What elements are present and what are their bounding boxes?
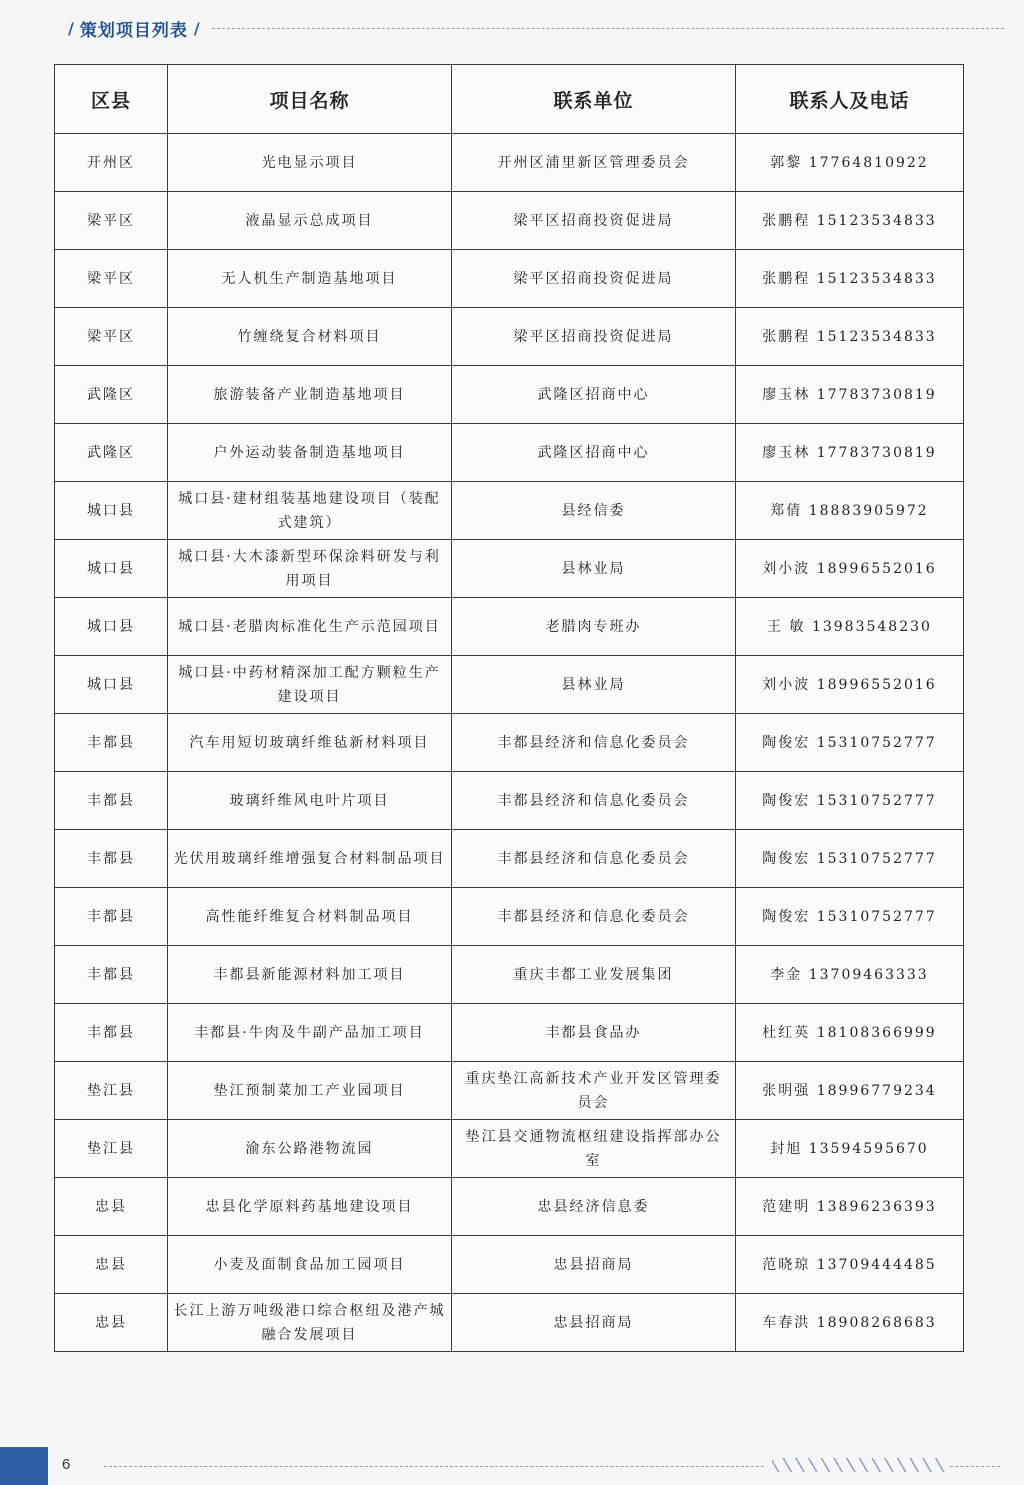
table-row xyxy=(55,1236,964,1294)
page-title: 策划项目列表 xyxy=(79,20,188,41)
cell-unit: 老腊肉专班办 xyxy=(452,598,736,656)
table-row xyxy=(55,1178,964,1236)
cell-district: 开州区 xyxy=(55,134,168,192)
table-row xyxy=(55,714,964,772)
cell-district: 丰都县 xyxy=(55,946,168,1004)
table-row xyxy=(55,1294,964,1352)
table-row xyxy=(55,598,964,656)
table-row xyxy=(55,250,964,308)
cell-district: 城口县 xyxy=(55,656,168,714)
cell-district: 垫江县 xyxy=(55,1062,168,1120)
cell-contact: 王 敏 13983548230 xyxy=(736,598,964,656)
cell-unit: 梁平区招商投资促进局 xyxy=(452,308,736,366)
cell-contact: 范建明 13896236393 xyxy=(736,1178,964,1236)
footer-hatch-pattern xyxy=(772,1458,948,1472)
column-header-district: 区县 xyxy=(55,65,168,134)
cell-project: 户外运动装备制造基地项目 xyxy=(168,424,452,482)
cell-project: 光电显示项目 xyxy=(168,134,452,192)
cell-district: 丰都县 xyxy=(55,830,168,888)
cell-district: 武隆区 xyxy=(55,366,168,424)
cell-unit: 丰都县经济和信息化委员会 xyxy=(452,830,736,888)
cell-district: 丰都县 xyxy=(55,1004,168,1062)
cell-unit: 丰都县经济和信息化委员会 xyxy=(452,888,736,946)
table-row xyxy=(55,366,964,424)
cell-contact: 陶俊宏 15310752777 xyxy=(736,772,964,830)
cell-project: 丰都县新能源材料加工项目 xyxy=(168,946,452,1004)
column-header-unit: 联系单位 xyxy=(452,65,736,134)
table-row xyxy=(55,1062,964,1120)
cell-contact: 张鹏程 15123534833 xyxy=(736,250,964,308)
cell-district: 忠县 xyxy=(55,1236,168,1294)
table-row xyxy=(55,134,964,192)
cell-unit: 县经信委 xyxy=(452,482,736,540)
cell-district: 垫江县 xyxy=(55,1120,168,1178)
cell-contact: 刘小波 18996552016 xyxy=(736,656,964,714)
table-row xyxy=(55,830,964,888)
column-header-project: 项目名称 xyxy=(168,65,452,134)
table-row xyxy=(55,1120,964,1178)
cell-unit: 武隆区招商中心 xyxy=(452,424,736,482)
cell-project: 城口县·大木漆新型环保涂料研发与利用项目 xyxy=(168,540,452,598)
cell-project: 玻璃纤维风电叶片项目 xyxy=(168,772,452,830)
footer-dashed-rule xyxy=(104,1466,764,1467)
cell-contact: 陶俊宏 15310752777 xyxy=(736,888,964,946)
cell-district: 忠县 xyxy=(55,1294,168,1352)
cell-contact: 刘小波 18996552016 xyxy=(736,540,964,598)
cell-district: 城口县 xyxy=(55,482,168,540)
cell-unit: 梁平区招商投资促进局 xyxy=(452,250,736,308)
table-row xyxy=(55,946,964,1004)
cell-project: 渝东公路港物流园 xyxy=(168,1120,452,1178)
table-row xyxy=(55,192,964,250)
cell-contact: 郑倩 18883905972 xyxy=(736,482,964,540)
cell-project: 液晶显示总成项目 xyxy=(168,192,452,250)
cell-contact: 陶俊宏 15310752777 xyxy=(736,714,964,772)
footer-color-block xyxy=(0,1447,48,1485)
table-row xyxy=(55,308,964,366)
cell-unit: 县林业局 xyxy=(452,656,736,714)
header-dashed-rule xyxy=(212,28,1004,29)
footer-dashed-rule-end xyxy=(950,1466,1000,1467)
cell-contact: 张鹏程 15123534833 xyxy=(736,308,964,366)
cell-contact: 李金 13709463333 xyxy=(736,946,964,1004)
cell-project: 忠县化学原料药基地建设项目 xyxy=(168,1178,452,1236)
table-body xyxy=(55,134,964,1352)
cell-unit: 丰都县经济和信息化委员会 xyxy=(452,772,736,830)
cell-unit: 县林业局 xyxy=(452,540,736,598)
header-slash-right: / xyxy=(193,18,200,38)
cell-district: 城口县 xyxy=(55,598,168,656)
table-row xyxy=(55,424,964,482)
cell-district: 梁平区 xyxy=(55,192,168,250)
cell-project: 竹缠绕复合材料项目 xyxy=(168,308,452,366)
cell-unit: 重庆垫江高新技术产业开发区管理委员会 xyxy=(452,1062,736,1120)
cell-project: 光伏用玻璃纤维增强复合材料制品项目 xyxy=(168,830,452,888)
cell-district: 梁平区 xyxy=(55,308,168,366)
cell-unit: 丰都县食品办 xyxy=(452,1004,736,1062)
table-row xyxy=(55,656,964,714)
cell-district: 丰都县 xyxy=(55,714,168,772)
cell-project: 垫江预制菜加工产业园项目 xyxy=(168,1062,452,1120)
cell-contact: 郭黎 17764810922 xyxy=(736,134,964,192)
table-row xyxy=(55,772,964,830)
cell-contact: 张明强 18996779234 xyxy=(736,1062,964,1120)
table-row xyxy=(55,482,964,540)
cell-contact: 杜红英 18108366999 xyxy=(736,1004,964,1062)
header-slash-left: / xyxy=(68,18,74,38)
cell-project: 长江上游万吨级港口综合枢纽及港产城融合发展项目 xyxy=(168,1294,452,1352)
cell-contact: 廖玉林 17783730819 xyxy=(736,366,964,424)
table-row xyxy=(55,888,964,946)
page-header xyxy=(62,14,1004,42)
cell-project: 丰都县·牛肉及牛副产品加工项目 xyxy=(168,1004,452,1062)
cell-unit: 开州区浦里新区管理委员会 xyxy=(452,134,736,192)
page-number: 6 xyxy=(62,1456,71,1473)
cell-contact: 封旭 13594595670 xyxy=(736,1120,964,1178)
cell-unit: 忠县经济信息委 xyxy=(452,1178,736,1236)
cell-contact: 车春洪 18908268683 xyxy=(736,1294,964,1352)
cell-unit: 武隆区招商中心 xyxy=(452,366,736,424)
cell-unit: 丰都县经济和信息化委员会 xyxy=(452,714,736,772)
cell-project: 高性能纤维复合材料制品项目 xyxy=(168,888,452,946)
table-row xyxy=(55,540,964,598)
cell-district: 忠县 xyxy=(55,1178,168,1236)
cell-project: 小麦及面制食品加工园项目 xyxy=(168,1236,452,1294)
cell-contact: 陶俊宏 15310752777 xyxy=(736,830,964,888)
cell-district: 武隆区 xyxy=(55,424,168,482)
cell-unit: 忠县招商局 xyxy=(452,1236,736,1294)
cell-contact: 廖玉林 17783730819 xyxy=(736,424,964,482)
cell-project: 城口县·老腊肉标准化生产示范园项目 xyxy=(168,598,452,656)
cell-project: 旅游装备产业制造基地项目 xyxy=(168,366,452,424)
cell-project: 汽车用短切玻璃纤维毡新材料项目 xyxy=(168,714,452,772)
cell-district: 丰都县 xyxy=(55,772,168,830)
cell-unit: 梁平区招商投资促进局 xyxy=(452,192,736,250)
project-table xyxy=(54,64,964,1352)
cell-contact: 范晓琼 13709444485 xyxy=(736,1236,964,1294)
cell-project: 城口县·中药材精深加工配方颗粒生产建设项目 xyxy=(168,656,452,714)
table-header-row xyxy=(55,65,964,134)
cell-project: 无人机生产制造基地项目 xyxy=(168,250,452,308)
cell-project: 城口县·建材组装基地建设项目（装配式建筑） xyxy=(168,482,452,540)
cell-district: 丰都县 xyxy=(55,888,168,946)
cell-district: 梁平区 xyxy=(55,250,168,308)
cell-unit: 忠县招商局 xyxy=(452,1294,736,1352)
cell-contact: 张鹏程 15123534833 xyxy=(736,192,964,250)
column-header-contact: 联系人及电话 xyxy=(736,65,964,134)
cell-district: 城口县 xyxy=(55,540,168,598)
cell-unit: 重庆丰都工业发展集团 xyxy=(452,946,736,1004)
table-row xyxy=(55,1004,964,1062)
cell-unit: 垫江县交通物流枢纽建设指挥部办公室 xyxy=(452,1120,736,1178)
